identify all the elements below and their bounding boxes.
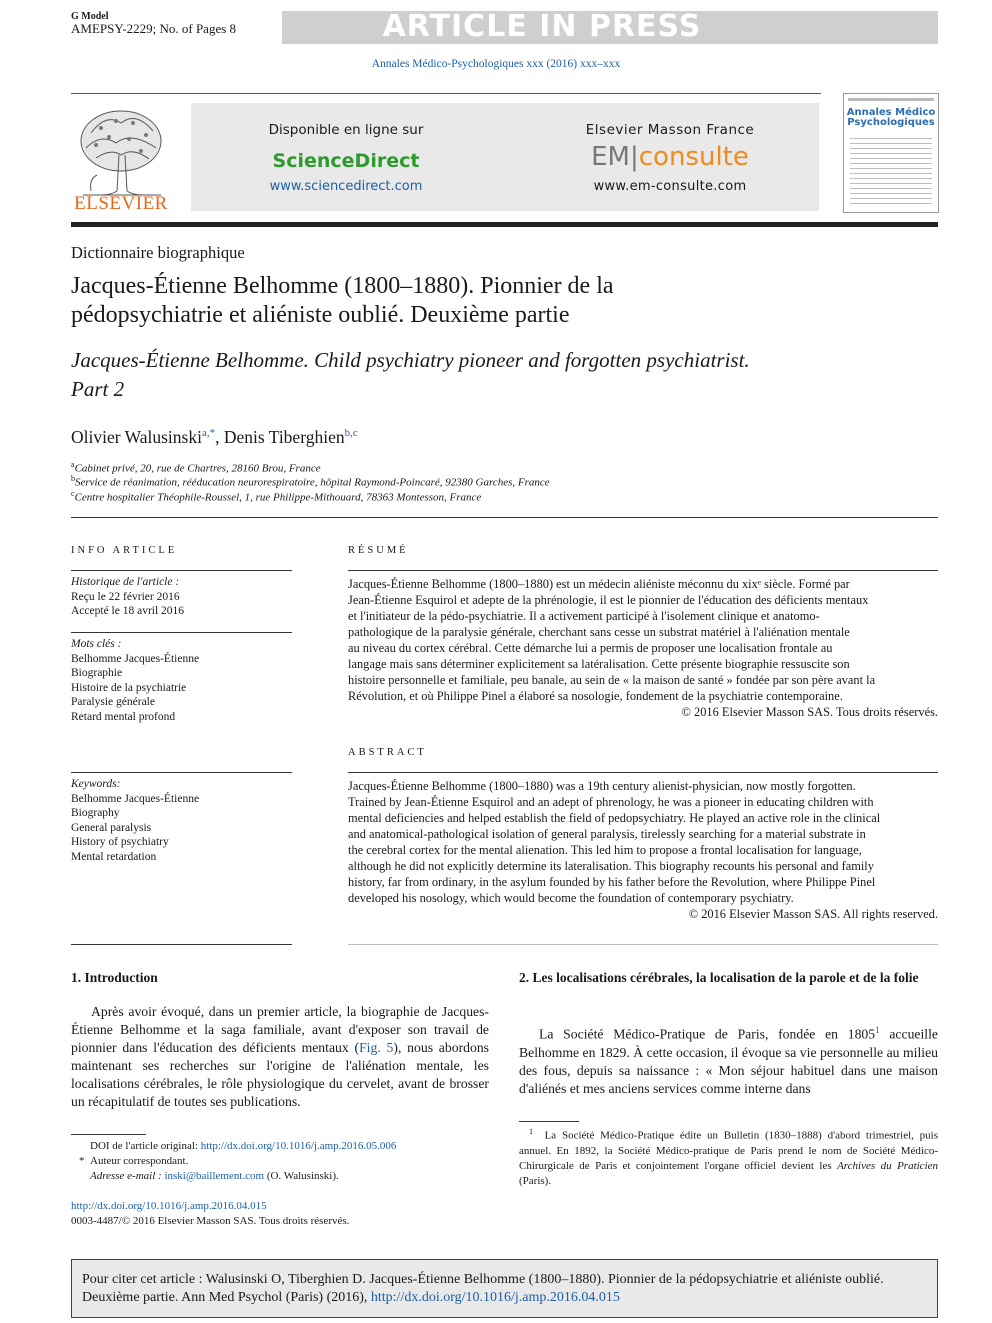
figure-5-link[interactable]: Fig. 5 [359,1040,394,1055]
affiliation-text: Cabinet privé, 20, rue de Chartres, 28160 Brou, France [74,462,321,475]
footnote-rule [71,1134,146,1135]
header-thick-rule [71,222,938,227]
g-model-label: G Model [71,11,109,22]
abstract-line: Trained by Jean-Étienne Esquirol and an adept of phrenology, he was a pioneer in educating children with [348,795,874,809]
banner-divider [71,93,821,94]
affiliation-mark: c [71,489,75,498]
abstract-line: Jacques-Étienne Belhomme (1800–1880) was a 19th century alienist-physician, now mostly forgotten. [348,779,856,793]
cover-title-line2: Psychologiques [847,117,935,128]
section-2-text: accueille Belhomme en 1829. À cette occasion, il évoque sa vie personnelle au milieu des fous, depuis sa naissance : « Mon séjour habituel dans une maison d'aliénés et mes anciens services comme interne dans [519,1026,938,1096]
introduction-heading: 1. Introduction [71,970,158,985]
resume-line: histoire personnelle et familiale, peu banale, au sein de « la maison de santé » fondée par son père avant la [348,673,876,687]
consulte-part: consulte [638,142,749,172]
keywords-fr [71,637,292,724]
footnote-rule [519,1121,579,1122]
introduction-paragraph [71,1003,489,1111]
em-part: EM [591,142,630,172]
title-fr-line2: pédopsychiatrie et aliéniste oublié. Deuxième partie [71,302,570,328]
resume-line: Jacques-Étienne Belhomme (1800–1880) est un médecin aliéniste méconnu du xixᵉ siècle. Formé par [348,577,850,591]
abstract-line: history, far from ordinary, in the asylum founded by his father before the Revolution, where Philippe Pinel [348,875,876,889]
article-title-en [71,346,831,404]
affiliation-c [71,489,481,504]
article-in-press-label: ARTICLE IN PRESS [382,9,702,44]
keyword: General paralysis [71,821,152,834]
keyword: Biography [71,807,120,819]
keyword: Histoire de la psychiatrie [71,681,187,694]
email-note [90,1169,490,1184]
keywords-en [71,777,292,864]
keyword: Paralysie générale [71,696,155,708]
intro-text: Après avoir évoqué, dans un premier article, la biographie de Jacques-Étienne Belhomme et la saga familiale, avant d'exposer son travail de pionnier dans l'éducation des déficients mentaux ( [71,1004,489,1055]
publisher-label: Elsevier Masson France [585,122,755,138]
logo-bar: | [629,142,639,172]
section-2-heading: 2. Les localisations cérébrales, la localisation de la parole et de la folie [519,970,919,985]
journal-reference-link[interactable]: Annales Médico-Psychologiques xxx (2016) xxx–xxx [371,58,621,70]
resume-line: Révolution, et où Philippe Pinel a élaboré sa nosologie, fondement de la psychiatrie contemporaine. [348,689,843,703]
doi-original-note [90,1139,490,1154]
article-doi-link[interactable]: http://dx.doi.org/10.1016/j.amp.2016.04.015 [71,1200,267,1212]
author-2: Denis Tiberghien [223,427,345,447]
section-2-text: La Société Médico-Pratique de Paris, fondée en 1805 [539,1026,876,1042]
email-owner: (O. Walusinski). [264,1170,339,1182]
cover-header-bar [848,98,934,101]
elsevier-wordmark: ELSEVIER [74,193,168,214]
keyword: Biographie [71,667,123,679]
corresp-mark: * [79,1155,85,1167]
affiliation-text: Centre hospitalier Théophile-Roussel, 1, rue Philippe-Mithouard, 78363 Montesson, France [74,491,482,504]
keyword: Belhomme Jacques-Étienne [71,792,200,805]
resume-line: pathologique de la paralysie générale, cherchant sans cesse un substrat matériel à l'aliénation mentale [348,625,850,639]
resume-line: et l'initiateur de la pédo-psychiatrie. Il a activement participé à l'isolement clinique et anatomo- [348,609,820,623]
abstract-line: although he did not explicitly determine its lateralisation. This biography recounts his personal and family [348,859,874,873]
resume-line: au niveau du cortex cérébral. Cette démarche lui a permis de proposer une localisation frontale au [348,641,833,655]
resume-divider [348,570,938,571]
resume-copyright: © 2016 Elsevier Masson SAS. Tous droits réservés. [681,705,938,719]
footnote-1-end: (Paris). [519,1174,552,1187]
accepted-date: Accepté le 18 avril 2016 [71,605,185,617]
corresponding-author-note [79,1154,479,1169]
abstract-line: and anatomical-pathological isolation of general paralysis, tirelessly searching for a material substrate in [348,827,866,841]
author-1: Olivier Walusinski [71,427,202,447]
author-1-affiliation-link[interactable]: a,* [201,427,216,440]
abstract-copyright: © 2016 Elsevier Masson SAS. All rights reserved. [688,907,938,921]
abstract-line: mental deficiencies and helped establish the field of pedopsychiatry. He played an active role in the clinical [348,811,881,825]
resume-text [348,576,938,720]
info-divider [71,632,292,633]
issn-copyright: 0003-4487/© 2016 Elsevier Masson SAS. Tous droits réservés. [71,1215,350,1227]
em-consulte-url-link[interactable]: www.em-consulte.com [593,179,747,194]
sciencedirect-logo[interactable]: ScienceDirect [272,150,420,172]
info-article-heading: INFO ARTICLE [71,545,178,556]
article-history [71,575,292,619]
section-2-paragraph [519,1021,938,1098]
affiliation-mark: a [71,460,75,469]
available-online-label: Disponible en ligne sur [268,122,424,138]
keyword: Mental retardation [71,850,157,863]
author-2-affiliation-link[interactable]: b,c [344,427,358,440]
abstract-divider [348,772,938,773]
keyword: History of psychiatry [71,836,169,848]
corresp-text: Auteur correspondant. [90,1155,189,1167]
title-en-line2: Part 2 [71,377,125,401]
intro-text: ), nous abordons maintenant ses recherches sur l'origine de l'aliénation mentale, les localisations cérébrales, le rôle physiologique du cervelet, avant de brosser un récapitulatif de toutes ses publications. [71,1040,489,1109]
keywords-fr-label: Mots clés : [71,638,122,650]
article-section-label: Dictionnaire biographique [71,243,245,262]
abstract-line: the cerebral cortex for the mental alienation. This led him to propose a frontal localisation for language, [348,843,862,857]
email-label: Adresse e-mail : [90,1170,165,1182]
doi-original-link[interactable]: http://dx.doi.org/10.1016/j.amp.2016.05.006 [200,1140,397,1152]
footnote-1-link[interactable]: 1 [875,1025,880,1035]
title-divider [71,517,938,518]
affiliation-mark: b [71,474,75,483]
title-fr-line1: Jacques-Étienne Belhomme (1800–1880). Pionnier de la [71,273,614,299]
author-list [71,427,358,448]
resume-line: Jean-Étienne Esquirol et adepte de la phrénologie, il est le pionnier de l'éducation des déficients mentaux [348,593,869,607]
footnote-1-text: La Société Médico-Pratique édite un Bulletin (1830–1888) d'abord trimestriel, puis annuel. En 1892, la Société Médico-pratique de Paris prend le nom de Société Médico-Chirurgicale de Paris et conjointement l'organe officiel devient les [519,1129,939,1172]
affiliation-a [71,460,321,475]
abstract-text [348,778,938,922]
info-divider [71,772,292,773]
history-label: Historique de l'article : [71,576,180,588]
cover-title-line1: Annales Médico [846,107,936,118]
info-divider [71,570,292,571]
manuscript-id: AMEPSY-2229; No. of Pages 8 [71,21,237,36]
affiliation-text: Service de réanimation, rééducation neurorespiratoire, hôpital Raymond-Poincaré, 92380 Garches, France [75,476,550,489]
abstract-heading: ABSTRACT [348,747,427,758]
abstract-end-divider [348,944,938,945]
footnote-1-mark: 1 [529,1127,533,1136]
keyword: Retard mental profond [71,710,176,723]
article-title-fr [71,272,771,330]
doi-label: DOI de l'article original: [90,1140,201,1152]
resume-line: langage mais sans déterminer explicitement sa latéralisation. Cette présente biographie ressuscite son [348,657,850,671]
resume-heading: RÉSUMÉ [348,545,409,556]
title-en-line1: Jacques-Étienne Belhomme. Child psychiatry pioneer and forgotten psychiatrist. [71,348,750,372]
keyword: Belhomme Jacques-Étienne [71,652,200,665]
sciencedirect-url-link[interactable]: www.sciencedirect.com [269,179,423,194]
abstract-line: developed his nosology, which would become the foundation of contemporary psychiatry. [348,891,794,905]
article-doi [71,1199,471,1214]
received-date: Reçu le 22 février 2016 [71,590,180,603]
footnote-1 [519,1124,938,1189]
keywords-en-label: Keywords: [71,778,121,790]
author-separator: , [215,427,224,447]
journal-cover-thumbnail[interactable] [843,93,939,213]
citation-doi-link[interactable]: http://dx.doi.org/10.1016/j.amp.2016.04.015 [370,1290,620,1305]
cover-title [844,108,938,128]
info-divider [71,944,292,945]
cover-contents-lines [850,134,932,208]
author-email-link[interactable]: inski@baillement.com [164,1170,265,1182]
affiliation-b [71,474,550,489]
footnote-1-journal: Archives du Praticien [837,1159,939,1172]
citation-body: Pour citer cet article : Walusinski O, Tiberghien D. Jacques-Étienne Belhomme (1800–1880). Pionnier de la pédopsychiatrie et aliéniste oublié. Deuxième partie. Ann Med Psychol (Paris) (2016), [82,1272,884,1305]
citation-text [82,1271,930,1307]
em-consulte-logo[interactable] [520,142,820,172]
